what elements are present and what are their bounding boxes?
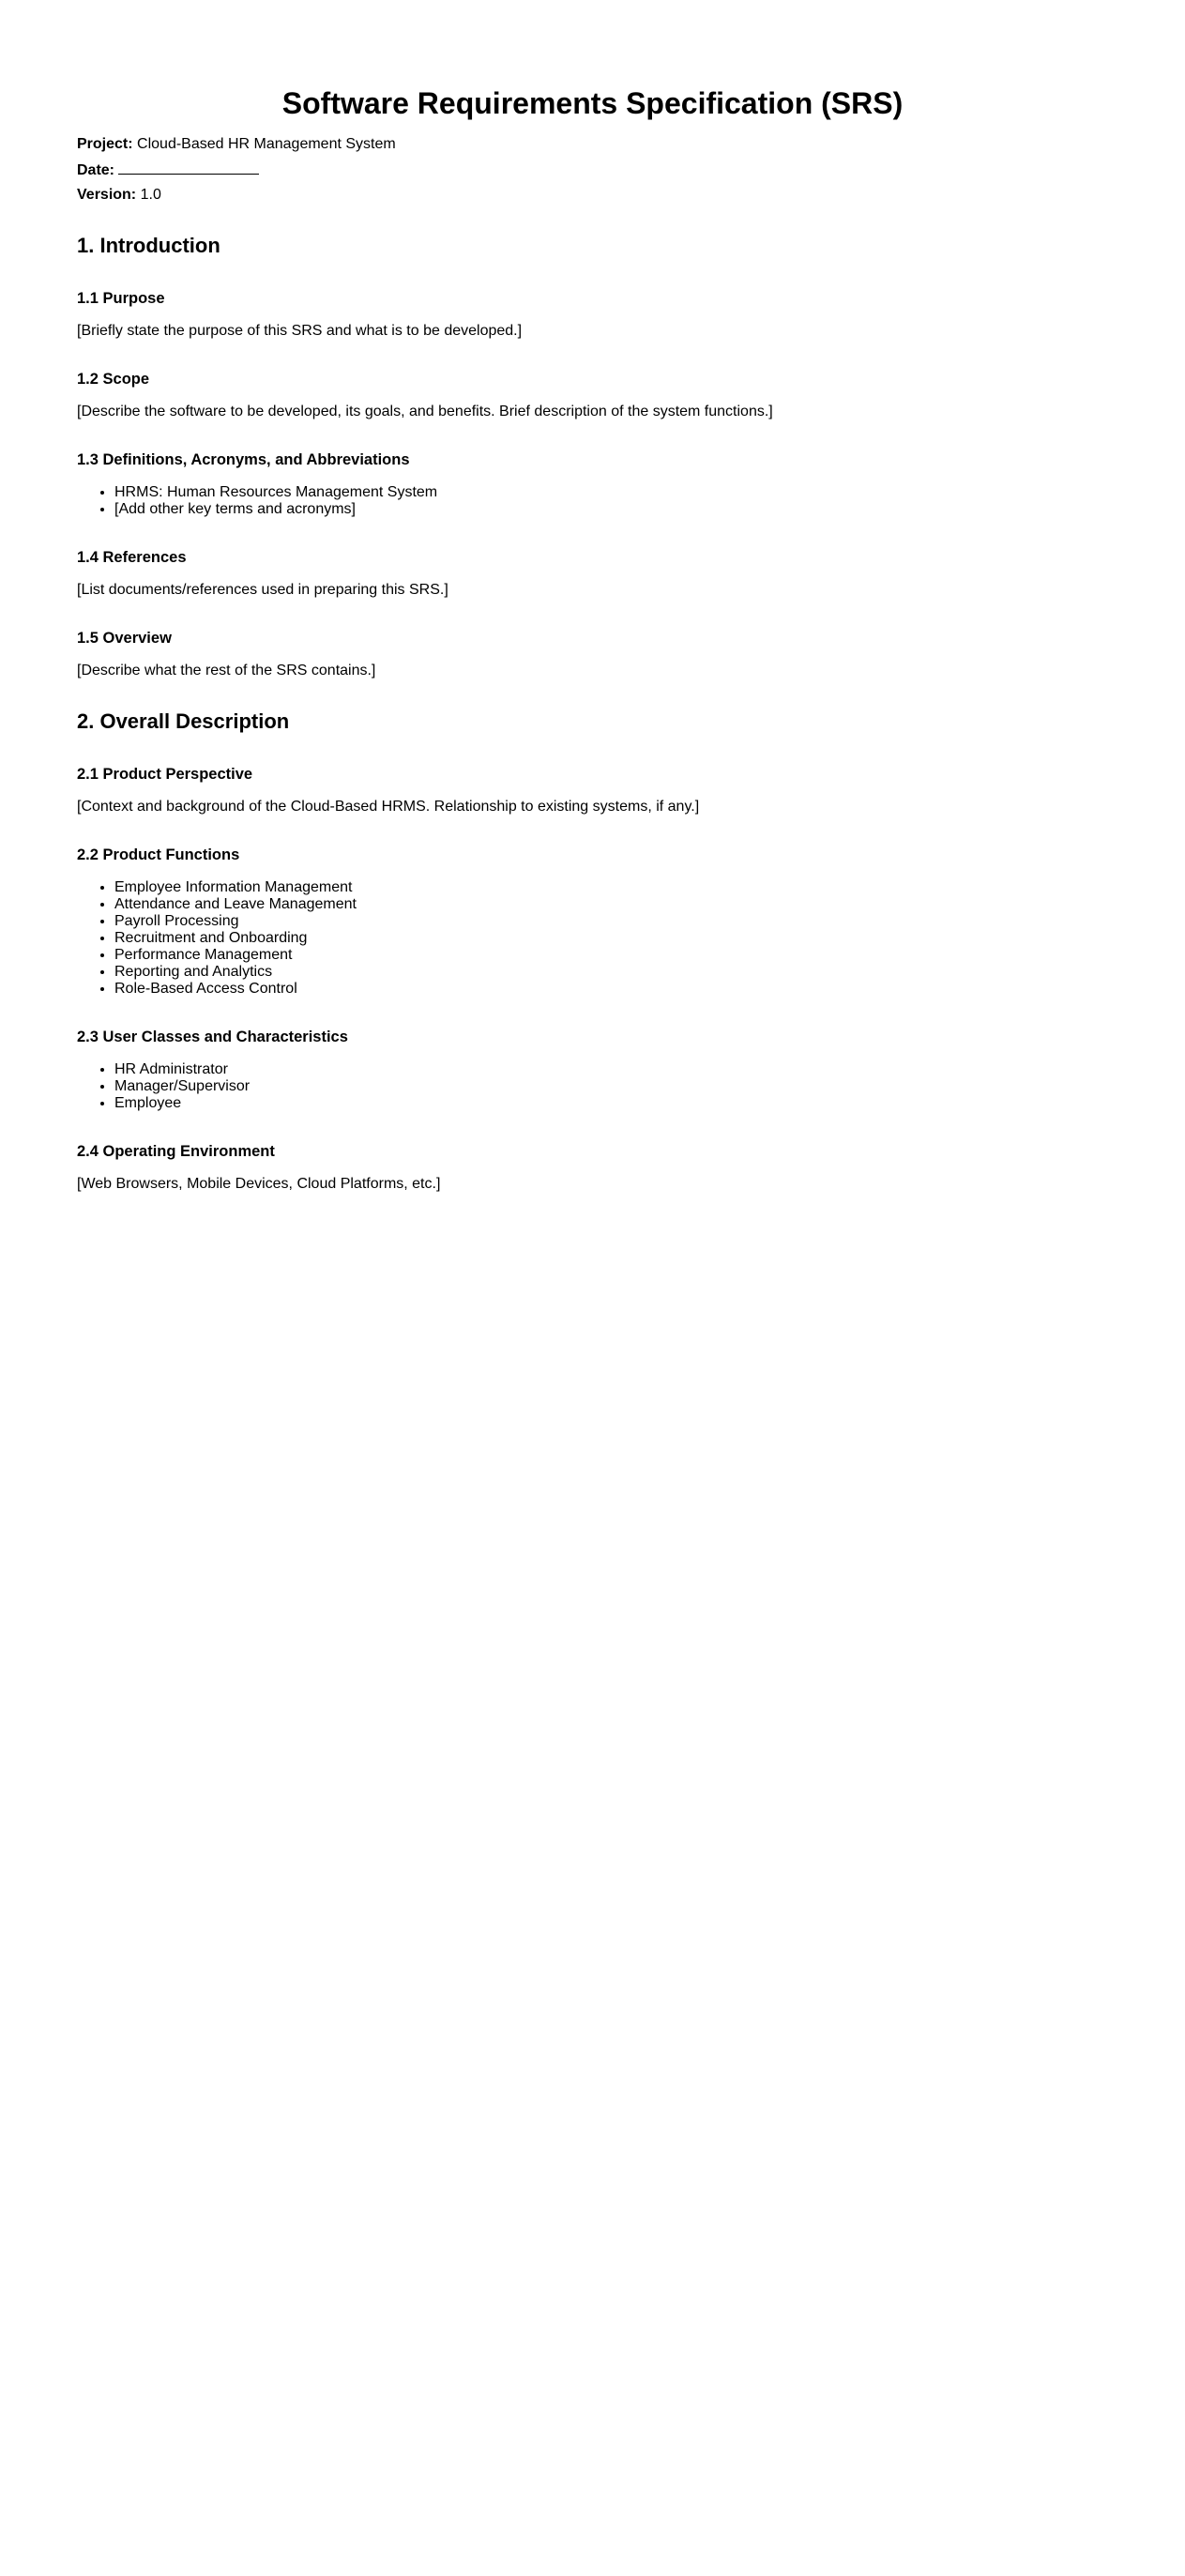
version-value: 1.0 — [140, 187, 161, 203]
list-item: • Attendance and Leave Management — [114, 896, 1108, 913]
project-value: Cloud-Based HR Management System — [137, 136, 396, 152]
project-line — [77, 136, 1108, 153]
project-label: Project: — [77, 136, 133, 152]
product-functions-list — [77, 879, 1108, 998]
date-blank-line — [118, 160, 259, 175]
page-title: Software Requirements Specification (SRS) — [281, 86, 904, 120]
references-heading: 1.4 References — [77, 549, 187, 566]
scope-heading: 1.2 Scope — [77, 371, 150, 388]
scope-text: [Describe the software to be developed, its goals, and benefits. Brief description of the system functions.] — [77, 404, 773, 419]
list-item: • HR Administrator — [114, 1061, 1108, 1078]
operating-environment-heading: 2.4 Operating Environment — [77, 1143, 275, 1160]
version-label: Version: — [77, 187, 137, 203]
list-item: • Role-Based Access Control — [114, 981, 1108, 998]
purpose-text: [Briefly state the purpose of this SRS and what is to be developed.] — [77, 323, 523, 339]
date-label: Date: — [77, 162, 115, 178]
references-text: [List documents/references used in preparing this SRS.] — [77, 582, 448, 598]
list-item: • [Add other key terms and acronyms] — [114, 501, 1108, 518]
product-perspective-text: [Context and background of the Cloud-Based HRMS. Relationship to existing systems, if any.] — [77, 799, 700, 815]
version-line — [77, 187, 1108, 204]
list-item: • Employee Information Management — [114, 879, 1108, 896]
list-item: • Performance Management — [114, 947, 1108, 964]
section-introduction-heading: 1. Introduction — [77, 234, 220, 257]
definitions-heading: 1.3 Definitions, Acronyms, and Abbreviations — [77, 451, 410, 468]
overview-heading: 1.5 Overview — [77, 630, 172, 647]
definitions-list — [77, 484, 1108, 518]
list-item: • Employee — [114, 1095, 1108, 1112]
purpose-heading: 1.1 Purpose — [77, 290, 165, 307]
list-item: • HRMS: Human Resources Management System — [114, 484, 1108, 501]
overview-text: [Describe what the rest of the SRS contains.] — [77, 663, 376, 678]
list-item: • Payroll Processing — [114, 913, 1108, 930]
document — [77, 0, 1108, 1208]
section-overall-description-heading: 2. Overall Description — [77, 709, 290, 733]
product-perspective-heading: 2.1 Product Perspective — [77, 766, 253, 783]
list-item: • Recruitment and Onboarding — [114, 930, 1108, 947]
list-item: • Reporting and Analytics — [114, 964, 1108, 981]
operating-environment-text: [Web Browsers, Mobile Devices, Cloud Platforms, etc.] — [77, 1176, 441, 1192]
user-classes-list — [77, 1061, 1108, 1112]
list-item: • Manager/Supervisor — [114, 1078, 1108, 1095]
user-classes-heading: 2.3 User Classes and Characteristics — [77, 1029, 348, 1045]
product-functions-heading: 2.2 Product Functions — [77, 846, 240, 863]
date-line — [77, 160, 1108, 179]
